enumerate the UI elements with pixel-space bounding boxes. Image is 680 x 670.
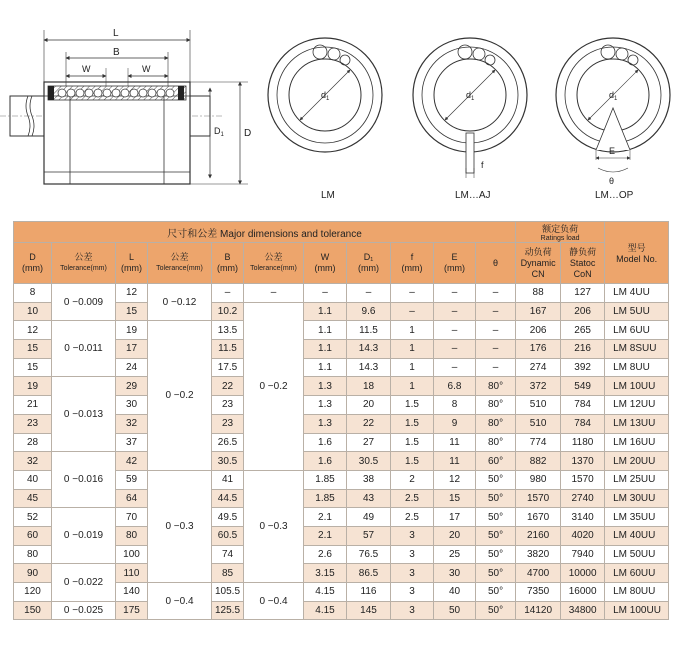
cell-d1: 116 xyxy=(347,583,391,602)
cell-b: 85 xyxy=(212,564,244,583)
cell-dynamic: 372 xyxy=(516,377,561,396)
cell-d: 80 xyxy=(14,545,52,564)
cell-dynamic: 510 xyxy=(516,414,561,433)
table-row xyxy=(14,452,669,471)
cell-w: – xyxy=(304,284,347,303)
cell-d1: – xyxy=(347,284,391,303)
caption-lm-op: LM…OP xyxy=(595,190,634,201)
cell-static: 1180 xyxy=(561,433,605,452)
cell-d1: 22 xyxy=(347,414,391,433)
caption-lm: LM xyxy=(321,190,335,201)
cell-b: 23 xyxy=(212,414,244,433)
cell-theta: – xyxy=(476,321,516,340)
ring-view-lm-op xyxy=(556,38,670,186)
cell-e: 15 xyxy=(434,489,476,508)
cell-e: – xyxy=(434,358,476,377)
cell-w: 1.1 xyxy=(304,358,347,377)
cell-static: 392 xyxy=(561,358,605,377)
cell-b: 74 xyxy=(212,545,244,564)
cell-e: 40 xyxy=(434,583,476,602)
cell-l: 42 xyxy=(116,452,148,471)
cell-dynamic: 14120 xyxy=(516,601,561,620)
cell-f: 2.5 xyxy=(391,508,434,527)
cell-theta: 80° xyxy=(476,396,516,415)
ring-view-lm xyxy=(268,38,382,152)
cell-static: 2740 xyxy=(561,489,605,508)
col-theta-header: θ xyxy=(476,243,516,284)
cell-l: 70 xyxy=(116,508,148,527)
cell-e: 11 xyxy=(434,452,476,471)
cell-w: 1.1 xyxy=(304,302,347,321)
cell-static: 3140 xyxy=(561,508,605,527)
cell-theta: 50° xyxy=(476,583,516,602)
cell-dynamic: 176 xyxy=(516,340,561,359)
cell-model: LM 30UU xyxy=(605,489,669,508)
cell-l: 175 xyxy=(116,601,148,620)
cell-l: 100 xyxy=(116,545,148,564)
cell-dynamic: 274 xyxy=(516,358,561,377)
cell-model: LM 50UU xyxy=(605,545,669,564)
group-title: 尺寸和公差 Major dimensions and tolerance xyxy=(14,222,516,243)
cell-l: 37 xyxy=(116,433,148,452)
col-static-header: 静负荷 Statoc CoN xyxy=(561,243,605,284)
col-l-header: L (mm) xyxy=(116,243,148,284)
cell-f: – xyxy=(391,284,434,303)
cell-model: LM 8SUU xyxy=(605,340,669,359)
cell-f: 3 xyxy=(391,545,434,564)
col-w-header: W (mm) xyxy=(304,243,347,284)
cell-dynamic: 206 xyxy=(516,321,561,340)
col-f-header: f (mm) xyxy=(391,243,434,284)
cell-d: 21 xyxy=(14,396,52,415)
model-header: 型号 Model No. xyxy=(605,222,669,284)
ring-aj-d1-label: $d_1$ xyxy=(466,90,475,102)
cell-b: 23 xyxy=(212,396,244,415)
cell-theta: – xyxy=(476,358,516,377)
table-row xyxy=(14,321,669,340)
cell-d: 150 xyxy=(14,601,52,620)
cell-d: 28 xyxy=(14,433,52,452)
cell-d1: 27 xyxy=(347,433,391,452)
cell-dynamic: 774 xyxy=(516,433,561,452)
cell-d1: 11.5 xyxy=(347,321,391,340)
cell-l: 80 xyxy=(116,526,148,545)
col-tol-l-header: 公差 Tolerance(mm) xyxy=(148,243,212,284)
cell-static: 1570 xyxy=(561,470,605,489)
cell-e: – xyxy=(434,321,476,340)
cell-tol-l: 0 −0.3 xyxy=(148,470,212,582)
cell-b: 30.5 xyxy=(212,452,244,471)
cell-static: 549 xyxy=(561,377,605,396)
cell-d: 19 xyxy=(14,377,52,396)
cell-d: 12 xyxy=(14,321,52,340)
cell-theta: 50° xyxy=(476,470,516,489)
cell-e: 8 xyxy=(434,396,476,415)
side-section-view xyxy=(0,28,251,184)
cell-e: 12 xyxy=(434,470,476,489)
cell-f: 3 xyxy=(391,526,434,545)
cell-l: 12 xyxy=(116,284,148,303)
table-row xyxy=(14,564,669,583)
cell-d: 120 xyxy=(14,583,52,602)
cell-d1: 49 xyxy=(347,508,391,527)
cell-b: 10.2 xyxy=(212,302,244,321)
cell-tol-l: 0 −0.12 xyxy=(148,284,212,321)
cell-f: 1.5 xyxy=(391,433,434,452)
cell-b: 17.5 xyxy=(212,358,244,377)
cell-w: 2.6 xyxy=(304,545,347,564)
cell-b: 13.5 xyxy=(212,321,244,340)
cell-tol-l: 0 −0.4 xyxy=(148,583,212,620)
cell-l: 29 xyxy=(116,377,148,396)
cell-d1: 76.5 xyxy=(347,545,391,564)
cell-theta: – xyxy=(476,284,516,303)
col-b-header: B (mm) xyxy=(212,243,244,284)
dim-d1-label: $D_1$ xyxy=(214,126,224,138)
cell-dynamic: 510 xyxy=(516,396,561,415)
cell-static: 1370 xyxy=(561,452,605,471)
cell-static: 265 xyxy=(561,321,605,340)
ring-view-lm-aj xyxy=(413,38,527,178)
col-d-header: D (mm) xyxy=(14,243,52,284)
cell-static: 10000 xyxy=(561,564,605,583)
cell-w: 1.1 xyxy=(304,321,347,340)
cell-model: LM 6UU xyxy=(605,321,669,340)
cell-theta: 50° xyxy=(476,564,516,583)
cell-d1: 30.5 xyxy=(347,452,391,471)
cell-tol-d: 0 −0.009 xyxy=(52,284,116,321)
cell-model: LM 35UU xyxy=(605,508,669,527)
cell-model: LM 10UU xyxy=(605,377,669,396)
cell-dynamic: 88 xyxy=(516,284,561,303)
cell-d: 15 xyxy=(14,340,52,359)
col-tol-b-header: 公差 Tolerance(mm) xyxy=(244,243,304,284)
cell-d: 60 xyxy=(14,526,52,545)
cell-tol-l: 0 −0.2 xyxy=(148,321,212,471)
cell-l: 30 xyxy=(116,396,148,415)
cell-f: 2 xyxy=(391,470,434,489)
cell-d1: 57 xyxy=(347,526,391,545)
cell-w: 1.3 xyxy=(304,396,347,415)
cell-w: 1.85 xyxy=(304,470,347,489)
cell-w: 4.15 xyxy=(304,601,347,620)
cell-model: LM 60UU xyxy=(605,564,669,583)
cell-e: 25 xyxy=(434,545,476,564)
ring-aj-f-label: f xyxy=(481,160,484,170)
cell-model: LM 80UU xyxy=(605,583,669,602)
cell-f: 1 xyxy=(391,377,434,396)
table-row xyxy=(14,508,669,527)
cell-tol-d: 0 −0.022 xyxy=(52,564,116,601)
cell-static: 784 xyxy=(561,396,605,415)
cell-l: 19 xyxy=(116,321,148,340)
cell-tol-b: 0 −0.3 xyxy=(244,470,304,582)
cell-d1: 145 xyxy=(347,601,391,620)
cell-e: 17 xyxy=(434,508,476,527)
cell-e: 9 xyxy=(434,414,476,433)
cell-model: LM 16UU xyxy=(605,433,669,452)
cell-f: 1 xyxy=(391,358,434,377)
cell-e: – xyxy=(434,340,476,359)
cell-w: 1.3 xyxy=(304,377,347,396)
table-row xyxy=(14,377,669,396)
cell-d1: 43 xyxy=(347,489,391,508)
cell-l: 32 xyxy=(116,414,148,433)
cell-model: LM 20UU xyxy=(605,452,669,471)
table-row xyxy=(14,601,669,620)
cell-dynamic: 2160 xyxy=(516,526,561,545)
dim-w-left-label: W xyxy=(82,64,91,74)
cell-d: 15 xyxy=(14,358,52,377)
cell-d: 10 xyxy=(14,302,52,321)
dim-l-label: L xyxy=(113,28,119,39)
cell-b: 44.5 xyxy=(212,489,244,508)
cell-static: 127 xyxy=(561,284,605,303)
cell-b: 49.5 xyxy=(212,508,244,527)
cell-d: 32 xyxy=(14,452,52,471)
cell-model: LM 8UU xyxy=(605,358,669,377)
cell-e: 20 xyxy=(434,526,476,545)
cell-static: 216 xyxy=(561,340,605,359)
cell-l: 110 xyxy=(116,564,148,583)
cell-l: 59 xyxy=(116,470,148,489)
cell-static: 784 xyxy=(561,414,605,433)
cell-theta: 50° xyxy=(476,508,516,527)
cell-f: 1.5 xyxy=(391,396,434,415)
cell-d: 90 xyxy=(14,564,52,583)
cell-e: – xyxy=(434,302,476,321)
cell-l: 140 xyxy=(116,583,148,602)
cell-static: 206 xyxy=(561,302,605,321)
cell-theta: 80° xyxy=(476,414,516,433)
cell-dynamic: 1570 xyxy=(516,489,561,508)
cell-tol-d: 0 −0.011 xyxy=(52,321,116,377)
cell-w: 1.85 xyxy=(304,489,347,508)
ring-op-d1-label: $d_1$ xyxy=(609,90,618,102)
cell-d: 40 xyxy=(14,470,52,489)
cell-w: 2.1 xyxy=(304,508,347,527)
cell-tol-d: 0 −0.025 xyxy=(52,601,116,620)
cell-model: LM 5UU xyxy=(605,302,669,321)
cell-f: – xyxy=(391,302,434,321)
cell-theta: 80° xyxy=(476,433,516,452)
cell-w: 1.3 xyxy=(304,414,347,433)
dim-b-label: B xyxy=(113,47,120,58)
cell-w: 2.1 xyxy=(304,526,347,545)
cell-tol-d: 0 −0.013 xyxy=(52,377,116,452)
cell-f: 1 xyxy=(391,321,434,340)
cell-w: 3.15 xyxy=(304,564,347,583)
ring-lm-d1-label: $d_1$ xyxy=(321,90,330,102)
cell-d1: 38 xyxy=(347,470,391,489)
cell-dynamic: 7350 xyxy=(516,583,561,602)
cell-theta: 50° xyxy=(476,526,516,545)
cell-dynamic: 167 xyxy=(516,302,561,321)
cell-b: 22 xyxy=(212,377,244,396)
cell-static: 4020 xyxy=(561,526,605,545)
col-tol-d-header: 公差 Tolerance(mm) xyxy=(52,243,116,284)
cell-dynamic: 1670 xyxy=(516,508,561,527)
cell-b: 60.5 xyxy=(212,526,244,545)
cell-model: LM 25UU xyxy=(605,470,669,489)
cell-w: 1.1 xyxy=(304,340,347,359)
cell-static: 34800 xyxy=(561,601,605,620)
ring-op-theta-label: θ xyxy=(609,176,615,186)
cell-l: 15 xyxy=(116,302,148,321)
cell-d: 23 xyxy=(14,414,52,433)
cell-l: 24 xyxy=(116,358,148,377)
cell-f: 3 xyxy=(391,564,434,583)
cell-e: 6.8 xyxy=(434,377,476,396)
cell-l: 17 xyxy=(116,340,148,359)
cell-d: 52 xyxy=(14,508,52,527)
cell-tol-b: – xyxy=(244,284,304,303)
cell-b: 11.5 xyxy=(212,340,244,359)
cell-e: 30 xyxy=(434,564,476,583)
technical-drawings xyxy=(0,0,680,215)
col-dynamic-header: 动负荷 Dynamic CN xyxy=(516,243,561,284)
cell-model: LM 100UU xyxy=(605,601,669,620)
cell-b: 105.5 xyxy=(212,583,244,602)
cell-b: 26.5 xyxy=(212,433,244,452)
cell-theta: 80° xyxy=(476,377,516,396)
spec-table xyxy=(13,221,669,620)
cell-f: 3 xyxy=(391,583,434,602)
cell-e: 50 xyxy=(434,601,476,620)
cell-theta: 50° xyxy=(476,489,516,508)
col-d1-header: D₁ (mm) xyxy=(347,243,391,284)
cell-dynamic: 4700 xyxy=(516,564,561,583)
cell-theta: 50° xyxy=(476,601,516,620)
cell-theta: 60° xyxy=(476,452,516,471)
cell-d: 45 xyxy=(14,489,52,508)
cell-e: 11 xyxy=(434,433,476,452)
cell-b: – xyxy=(212,284,244,303)
caption-lm-aj: LM…AJ xyxy=(455,190,491,201)
cell-dynamic: 980 xyxy=(516,470,561,489)
cell-dynamic: 3820 xyxy=(516,545,561,564)
cell-dynamic: 882 xyxy=(516,452,561,471)
cell-w: 1.6 xyxy=(304,433,347,452)
ring-op-e-label: E xyxy=(609,146,616,156)
cell-f: 3 xyxy=(391,601,434,620)
cell-d1: 86.5 xyxy=(347,564,391,583)
cell-w: 4.15 xyxy=(304,583,347,602)
cell-e: – xyxy=(434,284,476,303)
cell-model: LM 13UU xyxy=(605,414,669,433)
cell-b: 125.5 xyxy=(212,601,244,620)
cell-d1: 14.3 xyxy=(347,340,391,359)
cell-w: 1.6 xyxy=(304,452,347,471)
cell-d: 8 xyxy=(14,284,52,303)
cell-tol-b: 0 −0.2 xyxy=(244,302,304,470)
cell-tol-b: 0 −0.4 xyxy=(244,583,304,620)
cell-theta: 50° xyxy=(476,545,516,564)
cell-l: 64 xyxy=(116,489,148,508)
cell-f: 1.5 xyxy=(391,414,434,433)
cell-b: 41 xyxy=(212,470,244,489)
table-row xyxy=(14,284,669,303)
cell-static: 16000 xyxy=(561,583,605,602)
cell-model: LM 12UU xyxy=(605,396,669,415)
col-e-header: E (mm) xyxy=(434,243,476,284)
ratings-header: 额定负荷 Ratings load xyxy=(516,222,605,243)
cell-model: LM 4UU xyxy=(605,284,669,303)
cell-f: 1.5 xyxy=(391,452,434,471)
cell-d1: 20 xyxy=(347,396,391,415)
cell-static: 7940 xyxy=(561,545,605,564)
cell-theta: – xyxy=(476,340,516,359)
cell-d1: 14.3 xyxy=(347,358,391,377)
dim-w-right-label: W xyxy=(142,64,151,74)
cell-d1: 18 xyxy=(347,377,391,396)
cell-f: 1 xyxy=(391,340,434,359)
cell-d1: 9.6 xyxy=(347,302,391,321)
dim-d-label: D xyxy=(244,128,252,139)
cell-model: LM 40UU xyxy=(605,526,669,545)
cell-tol-d: 0 −0.016 xyxy=(52,452,116,508)
cell-tol-d: 0 −0.019 xyxy=(52,508,116,564)
cell-f: 2.5 xyxy=(391,489,434,508)
cell-theta: – xyxy=(476,302,516,321)
spec-table-body xyxy=(14,284,669,620)
